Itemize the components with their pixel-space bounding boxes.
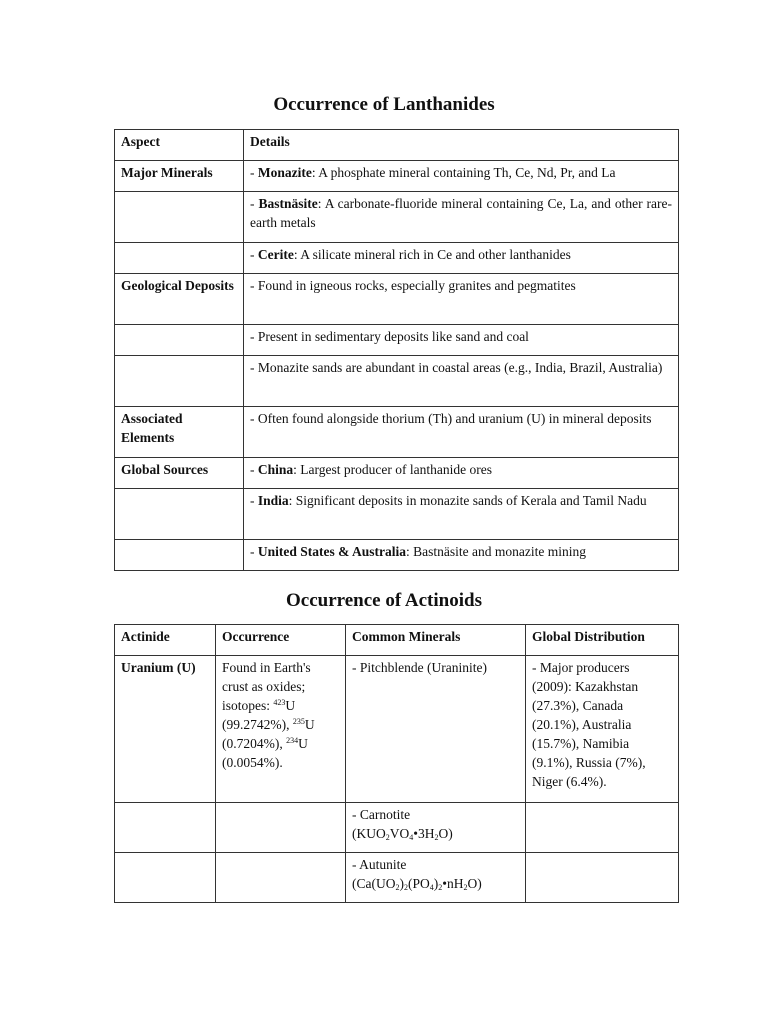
aspect-cell [115,325,244,356]
isotope-mass: 235 [292,717,305,726]
actinoids-table [114,624,679,903]
table-row [115,489,679,540]
column-header-actinide: Actinide [115,625,216,656]
table-row [115,458,679,489]
column-header-common-minerals: Common Minerals [346,625,526,656]
country-term: India [257,493,289,508]
aspect-cell [115,356,244,407]
table-row [115,161,679,192]
table-row [115,356,679,407]
distribution-cell: - Major producers (2009): Kazakhstan (27.3%), Canada (20.1%), Australia (15.7%), Namibia (9.1%), Russia (7%), Niger (6.4%). [526,656,679,803]
table-row [115,540,679,571]
table-row [115,325,679,356]
table-header-row [115,625,679,656]
column-header-occurrence: Occurrence [216,625,346,656]
mineral-term: Monazite [257,165,312,180]
column-header-global-distribution: Global Distribution [526,625,679,656]
aspect-cell [115,243,244,274]
occurrence-cell: Found in Earth's crust as oxides; isotopes: $^{423}$U (99.2742%), $^{235}$U (0.7204%), $^{234}$U (0.0054%). [216,656,346,803]
isotope-mass: 423 [273,698,286,707]
details-cell: - India: Significant deposits in monazite sands of Kerala and Tamil Nadu [244,489,679,540]
table-row [115,243,679,274]
aspect-cell: Geological Deposits [115,274,244,325]
mineral-cell: - Autunite $(Ca(UO_2)_2(PO_4)_2•nH_2O)$ [346,853,526,903]
chemical-formula: $(Ca(UO_2)_2(PO_4)_2•nH_2O)$ [352,876,482,892]
occurrence-cell [216,853,346,903]
mineral-term: Cerite [257,247,294,262]
aspect-cell: Major Minerals [115,161,244,192]
details-cell: - Cerite: A silicate mineral rich in Ce and other lanthanides [244,243,679,274]
table-row [115,853,679,903]
aspect-cell [115,489,244,540]
table-header-row [115,130,679,161]
mineral-term: Bastnäsite [258,196,318,211]
details-cell: - Found in igneous rocks, especially granites and pegmatites [244,274,679,325]
details-cell: - China: Largest producer of lanthanide ores [244,458,679,489]
country-term: United States & Australia [257,544,406,559]
details-cell: - Often found alongside thorium (Th) and uranium (U) in mineral deposits [244,407,679,458]
chemical-formula: $(KUO_2VO_4•3H_2O)$ [352,826,453,842]
actinide-cell [115,853,216,903]
table-row [115,803,679,853]
mineral-cell: - Pitchblende (Uraninite) [346,656,526,803]
column-header-details: Details [244,130,679,161]
table-row [115,192,679,243]
lanthanides-title: Occurrence of Lanthanides [273,94,495,115]
aspect-cell: Associated Elements [115,407,244,458]
occurrence-cell [216,803,346,853]
distribution-cell [526,803,679,853]
country-term: China [257,462,294,477]
actinide-cell [115,803,216,853]
aspect-cell [115,540,244,571]
details-cell: - United States & Australia: Bastnäsite and monazite mining [244,540,679,571]
actinide-cell: Uranium (U) [115,656,216,803]
isotope-mass: 234 [286,736,299,745]
table-row [115,407,679,458]
details-cell: - Bastnäsite: A carbonate-fluoride mineral containing Ce, La, and other rare-earth metals [244,192,679,243]
column-header-aspect: Aspect [115,130,244,161]
table-row [115,274,679,325]
aspect-cell: Global Sources [115,458,244,489]
details-cell: - Present in sedimentary deposits like sand and coal [244,325,679,356]
details-cell: - Monazite: A phosphate mineral containing Th, Ce, Nd, Pr, and La [244,161,679,192]
lanthanides-table [114,129,679,571]
aspect-cell [115,192,244,243]
table-row [115,656,679,803]
details-cell: - Monazite sands are abundant in coastal areas (e.g., India, Brazil, Australia) [244,356,679,407]
mineral-cell: - Carnotite $(KUO_2VO_4•3H_2O)$ [346,803,526,853]
actinoids-title: Occurrence of Actinoids [286,590,482,611]
distribution-cell [526,853,679,903]
